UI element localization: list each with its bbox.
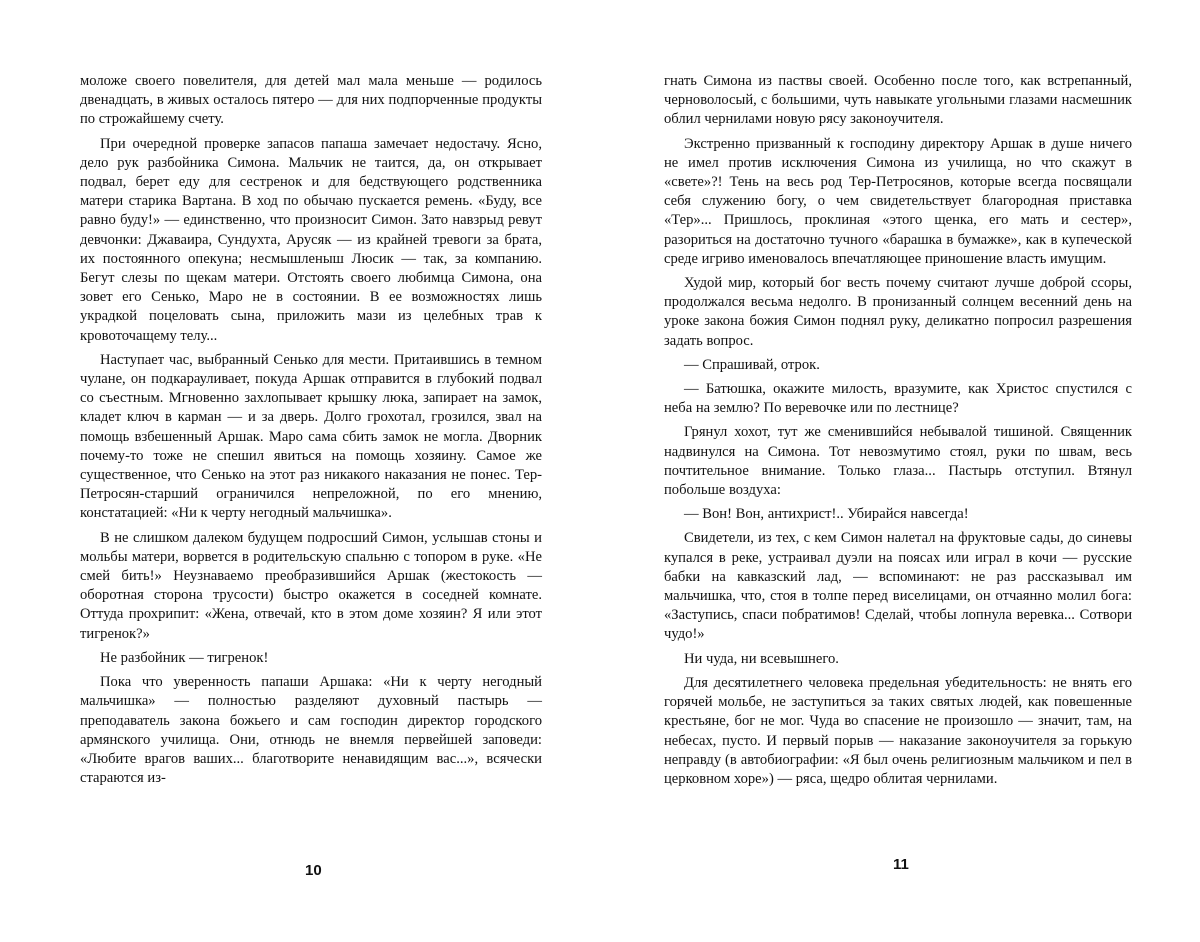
left-paragraph-5: Не разбойник — тигренок! xyxy=(80,649,542,668)
left-page-number: 10 xyxy=(305,862,322,879)
right-paragraph-8: Свидетели, из тех, с кем Симон налетал на фруктовые сады, до синевы купался в реке, устраивал дуэли на поясах или играл в кочи — русские бабки на кавказский лад, — вспоминают: не раз рассказывал им мальчишка, что, стоя в толпе перед виселицами, он отчаянно молил бога: «Заступись, спаси побратимов! Сделай, чтобы лопнула веревка... Сотвори чудо!» xyxy=(664,529,1132,644)
right-paragraph-3: Худой мир, который бог весть почему считают лучше доброй ссоры, продолжался весьма недолго. В пронизанный солнцем весенний день на уроке закона божия Симон поднял руку, деликатно попросил разрешения задать вопрос. xyxy=(664,274,1132,351)
right-paragraph-5: — Батюшка, окажите милость, вразумите, как Христос спустился с неба на землю? По веревочке или по лестнице? xyxy=(664,380,1132,418)
page-gutter xyxy=(585,0,586,942)
left-paragraph-4: В не слишком далеком будущем подросший Симон, услышав стоны и мольбы матери, ворвется в родительскую спальню с топором в руке. «Не смей бить!» Неузнаваемо преобразившийся Аршак (жестокость — оборотная сторона трусости) быстро окажется в соседней комнате. Оттуда прохрипит: «Жена, отвечай, кто в этом доме хозяин? Я или этот тигренок?» xyxy=(80,529,542,644)
right-paragraph-4: — Спрашивай, отрок. xyxy=(664,356,1132,375)
right-paragraph-9: Ни чуда, ни всевышнего. xyxy=(664,650,1132,669)
right-paragraph-10: Для десятилетнего человека предельная убедительность: не внять его горячей мольбе, не заступиться за таких святых людей, как повешенные крестьяне, бог не мог. Чуда во спасение не произошло — значит, там, на небесах, пусто. И первый порыв — наказание законоучителя за горькую неправду (в автобиографии: «Я был очень религиозным мальчиком и пел в церковном хоре») — ряса, щедро облитая чернилами. xyxy=(664,674,1132,789)
right-paragraph-7: — Вон! Вон, антихрист!.. Убирайся навсегда! xyxy=(664,505,1132,524)
right-page-number: 11 xyxy=(893,856,909,873)
left-page xyxy=(80,72,542,793)
left-paragraph-6: Пока что уверенность папаши Аршака: «Ни к черту негодный мальчишка» — полностью разделяют духовный пастырь — преподаватель закона божьего и сам господин директор городского армянского училища. Они, отнюдь не внемля первейшей заповеди: «Любите врагов ваших... благотворите ненавидящим вас...», всячески стараются из- xyxy=(80,673,542,788)
left-paragraph-1: моложе своего повелителя, для детей мал мала меньше — родилось двенадцать, в живых осталось пятеро — для них подпорченные продукты по строжайшему счету. xyxy=(80,72,542,130)
left-paragraph-2: При очередной проверке запасов папаша замечает недостачу. Ясно, дело рук разбойника Симона. Мальчик не таится, да, он открывает подвал, берет еду для сестренок и для бедствующего родственника матери старика Вартана. В ход по обычаю пускается ремень. «Буду, все равно буду!» — единственно, что произносит Симон. Зато навзрыд ревут девчонки: Джаваира, Сундухта, Арусяк — из крайней тревоги за брата, их постоянного опекуна; несмышленыш Люсик — так, за компанию. Бегут слезы по щекам матери. Отстоять своего любимца Симона, она зовет его Сенько, Маро не в состоянии. В ее возможностях лишь украдкой поцеловать сына, приложить мази из целебных трав к кровоточащему телу... xyxy=(80,135,542,346)
right-page xyxy=(664,72,1132,794)
right-paragraph-6: Грянул хохот, тут же сменившийся небывалой тишиной. Священник надвинулся на Симона. Тот невозмутимо стоял, руки по швам, весь почтительное внимание. Только глаза... Пастырь отступил. Втянул побольше воздуха: xyxy=(664,423,1132,500)
right-paragraph-1: гнать Симона из паствы своей. Особенно после того, как встрепанный, черноволосый, с большими, чуть навыкате угольными глазами насмешник облил чернилами новую рясу законоучителя. xyxy=(664,72,1132,130)
left-paragraph-3: Наступает час, выбранный Сенько для мести. Притаившись в темном чулане, он подкарауливает, покуда Аршак отправится в глубокий подвал со съестным. Мгновенно захлопывает крышку люка, запирает на замок, кладет ключ в карман — и за дверь. Долго грохотал, грозился, звал на помощь взбешенный Аршак. Маро сама сбить замок не могла. Дворник почему-то тоже не спешил явиться на помощь хозяину. Самое же существенное, что Сенько на этот раз никакого наказания не понес. Тер-Петросян-старший ограничился непреложной, по его мнению, констатацией: «Ни к черту негодный мальчишка». xyxy=(80,351,542,524)
book-spread xyxy=(0,0,1200,942)
right-paragraph-2: Экстренно призванный к господину директору Аршак в душе ничего не имел против исключения Симона из училища, но что скажут в «свете»?! Тень на весь род Тер-Петросянов, которые всегда посвящали себя служению богу, о чем свидетельствует благородная приставка «Тер»... Пришлось, проклиная «этого щенка, его мать и сестер», разориться на достаточно тучного «барашка в бумажке», как в купеческой среде игриво именовалось впечатляющее приношение власть имущим. xyxy=(664,135,1132,269)
